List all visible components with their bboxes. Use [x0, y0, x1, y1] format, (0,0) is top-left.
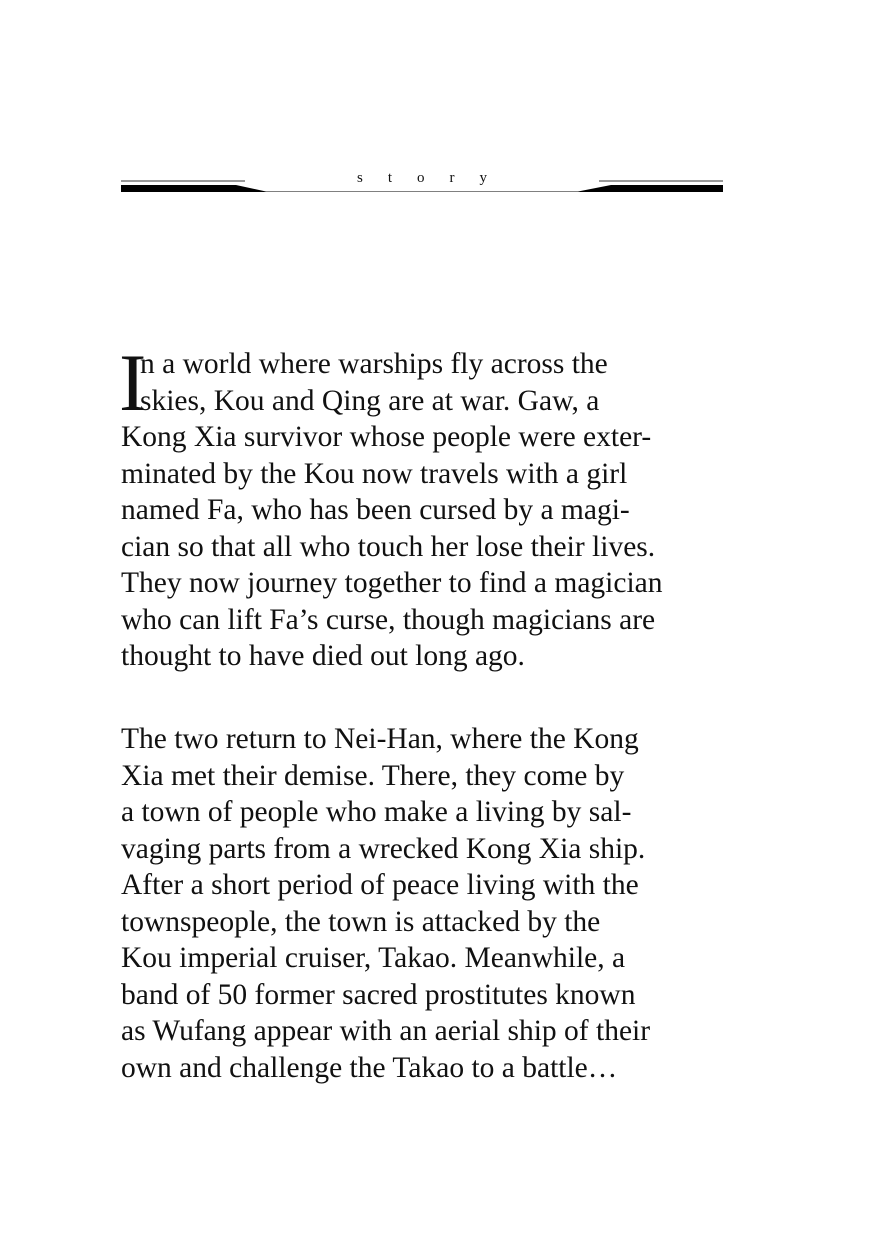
text-line: as Wufang appear with an aerial ship of their — [121, 1015, 651, 1047]
header-title: story — [357, 170, 512, 186]
text-line: band of 50 former sacred prostitutes known — [121, 978, 636, 1011]
text-line: Kou imperial cruiser, Takao. Meanwhile, a — [121, 942, 626, 974]
text-line: thought to have died out long ago. — [121, 640, 525, 672]
text-line: townspeople, the town is attacked by the — [121, 905, 601, 938]
text-line: skies, Kou and Qing are at war. Gaw, a — [140, 384, 600, 417]
text-line: Xia met their demise. There, they come by — [121, 759, 625, 792]
story-paragraph-2 — [121, 721, 650, 1086]
text-line: named Fa, who has been cursed by a magi- — [121, 494, 630, 526]
drop-cap: I — [119, 337, 147, 428]
text-line: Kong Xia survivor whose people were exter- — [121, 421, 652, 453]
section-header — [121, 168, 723, 198]
text-line: cian so that all who touch her lose their lives. — [121, 530, 656, 563]
text-line: who can lift Fa’s curse, though magicians are — [121, 603, 656, 636]
text-line: The two return to Nei-Han, where the Kong — [121, 723, 639, 755]
text-line: a town of people who make a living by sal- — [121, 796, 632, 828]
text-line: They now journey together to find a magician — [121, 567, 663, 599]
story-paragraph-1 — [119, 337, 663, 675]
text-line: minated by the Kou now travels with a girl — [121, 457, 628, 490]
text-line: vaging parts from a wrecked Kong Xia ship. — [121, 832, 646, 865]
text-line: After a short period of peace living with the — [121, 869, 639, 901]
text-line: n a world where warships fly across the — [140, 348, 608, 380]
text-line: own and challenge the Takao to a battle… — [121, 1051, 618, 1084]
